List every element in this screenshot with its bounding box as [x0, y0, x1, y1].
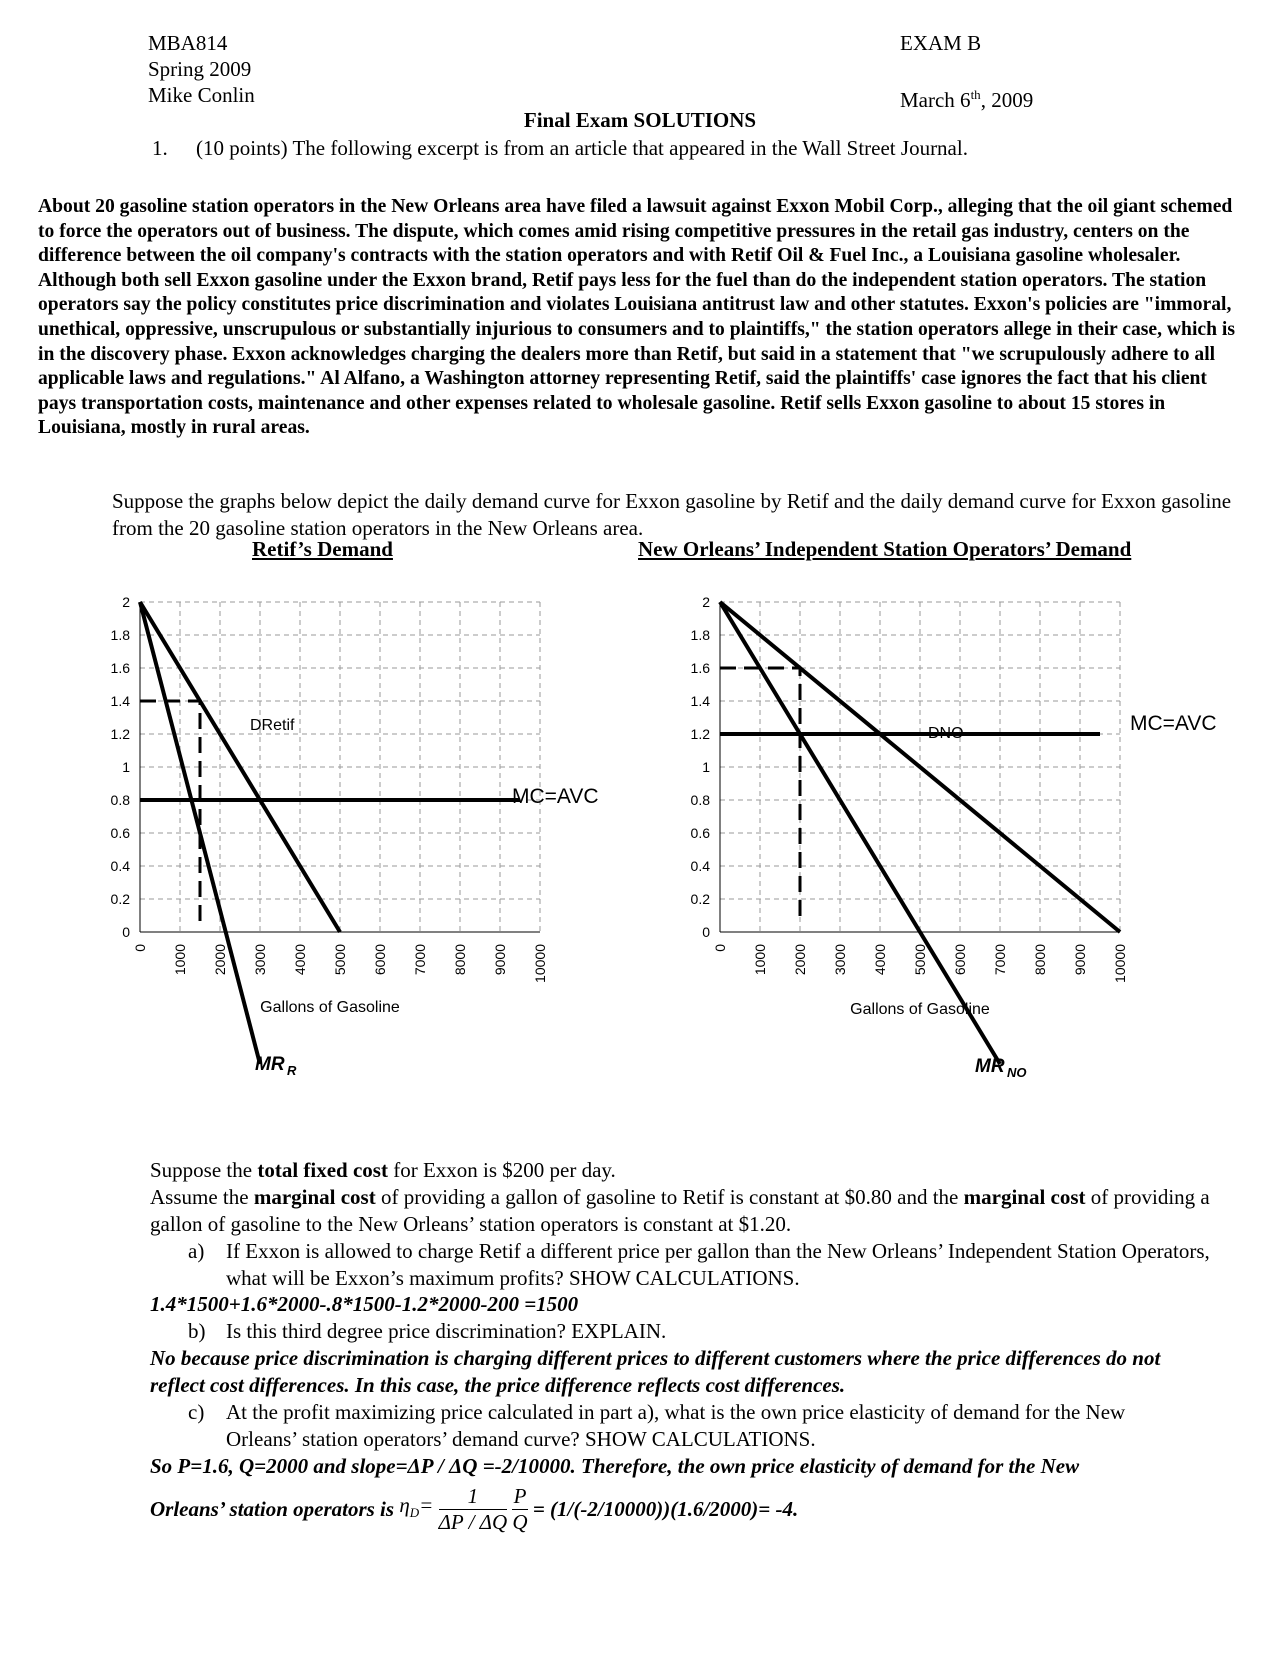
y-tick-label: 2 — [702, 594, 710, 610]
y-tick-label: 1.2 — [690, 726, 710, 742]
y-tick-label: 0.6 — [110, 825, 130, 841]
part-c-text: At the profit maximizing price calculated in part a), what is the own price elasticity of demand for the New Orleans’ station operators’ demand curve? SHOW CALCULATIONS. — [226, 1400, 1126, 1451]
part-a-text: If Exxon is allowed to charge Retif a different price per gallon than the New Orleans’ Independent Station Operators, what will be Exxon’s maximum profits? SHOW CALCULATIONS. — [226, 1239, 1210, 1290]
x-tick-label: 4000 — [292, 944, 308, 976]
x-tick-label: 10000 — [1112, 944, 1128, 983]
x-axis-label: Gallons of Gasoline — [260, 999, 400, 1016]
part-a-answer: 1.4*1500+1.6*2000-.8*1500-1.2*2000-200 =1500 — [150, 1292, 579, 1316]
mr-label: MR — [255, 1054, 285, 1075]
fraction-p-over-q: $\frac{P}{Q}$ — [512, 1484, 528, 1534]
y-tick-label: 0.8 — [110, 792, 130, 808]
mc-avc-label: MC=AVC — [512, 785, 599, 808]
y-tick-label: 1.4 — [690, 693, 710, 709]
chart-title-retif: Retif’s Demand — [252, 537, 393, 561]
mc-avc-label: MC=AVC — [1130, 712, 1217, 735]
no-demand-chart — [691, 594, 1217, 1080]
exam-date: March 6th, 2009 — [900, 87, 1034, 112]
term: Spring 2009 — [148, 57, 252, 81]
retif-demand-chart — [111, 594, 599, 1078]
fixed-cost-statement: Suppose the total fixed cost for Exxon is $200 per day. — [150, 1158, 616, 1182]
x-tick-label: 7000 — [412, 944, 428, 976]
y-tick-label: 0.6 — [690, 825, 710, 841]
y-tick-label: 0.2 — [110, 891, 130, 907]
part-b-text: Is this third degree price discrimination? EXPLAIN. — [226, 1319, 667, 1343]
y-tick-label: 1.8 — [110, 627, 130, 643]
x-tick-label: 3000 — [252, 944, 268, 976]
y-tick-label: 0.4 — [690, 858, 710, 874]
part-b-answer: No because price discrimination is charging different prices to different customers where the price differences do not reflect cost differences. In this case, the price difference reflects cost differences. — [150, 1346, 1161, 1397]
y-tick-label: 0 — [122, 924, 130, 940]
y-tick-label: 1.6 — [690, 660, 710, 676]
y-tick-label: 0.4 — [110, 858, 130, 874]
question-number: 1. — [152, 136, 168, 160]
part-c-label: c) — [188, 1400, 205, 1424]
exam-version: EXAM B — [900, 31, 982, 55]
x-tick-label: 9000 — [1072, 944, 1088, 976]
y-tick-label: 0.8 — [690, 792, 710, 808]
x-tick-label: 6000 — [372, 944, 388, 976]
question-text: (10 points) The following excerpt is from an article that appeared in the Wall Street Journal. — [196, 136, 968, 160]
demand-label: DNO — [928, 725, 964, 742]
x-tick-label: 7000 — [992, 944, 1008, 976]
x-axis-label: Gallons of Gasoline — [850, 1001, 990, 1018]
article-excerpt — [38, 195, 1243, 441]
y-tick-label: 0.2 — [690, 891, 710, 907]
chart-title-no: New Orleans’ Independent Station Operators’ Demand — [638, 537, 1132, 561]
charts-area — [0, 570, 1280, 1140]
part-c-answer-line2: Orleans’ station operators is $\eta_D=$ $\frac{1}{\Delta P / \Delta Q}$ $\frac{P}{Q}$ = (1/(-2/10000))(1.6/2000)= -4. — [150, 1484, 799, 1534]
mr-label-subscript: NO — [1007, 1065, 1027, 1080]
y-tick-label: 1.8 — [690, 627, 710, 643]
x-tick-label: 5000 — [912, 944, 928, 976]
x-tick-label: 8000 — [452, 944, 468, 976]
y-tick-label: 1 — [122, 759, 130, 775]
part-a-label: a) — [188, 1239, 205, 1263]
eta-symbol: $\eta_D=$ — [399, 1493, 434, 1521]
mr-label: MR — [975, 1056, 1005, 1077]
x-tick-label: 4000 — [872, 944, 888, 976]
x-tick-label: 8000 — [1032, 944, 1048, 976]
x-tick-label: 6000 — [952, 944, 968, 976]
marginal-cost-statement: Assume the marginal cost of providing a gallon of gasoline to Retif is constant at $0.80 and the marginal cost of providing a gallon of gasoline to the New Orleans’ station operators is constant at $1.20. — [150, 1185, 1210, 1236]
graphs-intro: Suppose the graphs below depict the daily demand curve for Exxon gasoline by Retif and the daily demand curve for Exxon gasoline from the 20 gasoline station operators in the New Orleans area. — [112, 489, 1232, 540]
part-b-label: b) — [188, 1319, 206, 1343]
mr-label-subscript: R — [287, 1063, 297, 1078]
x-tick-label: 0 — [132, 944, 148, 952]
instructor: Mike Conlin — [148, 83, 255, 107]
x-tick-label: 2000 — [792, 944, 808, 976]
y-tick-label: 1 — [702, 759, 710, 775]
fraction-one-over-slope: $\frac{1}{\Delta P / \Delta Q}$ — [438, 1484, 508, 1534]
x-tick-label: 3000 — [832, 944, 848, 976]
course-code: MBA814 — [148, 31, 228, 55]
x-tick-label: 1000 — [172, 944, 188, 976]
x-tick-label: 2000 — [212, 944, 228, 976]
x-tick-label: 0 — [712, 944, 728, 952]
x-tick-label: 5000 — [332, 944, 348, 976]
x-tick-label: 1000 — [752, 944, 768, 976]
demand-label: DRetif — [250, 717, 295, 734]
y-tick-label: 1.4 — [110, 693, 130, 709]
y-tick-label: 1.2 — [110, 726, 130, 742]
y-tick-label: 2 — [122, 594, 130, 610]
part-c-answer-line1: So P=1.6, Q=2000 and slope=ΔP / ΔQ =-2/10000. Therefore, the own price elasticity of demand for the New — [150, 1454, 1080, 1478]
y-tick-label: 0 — [702, 924, 710, 940]
page-title: Final Exam SOLUTIONS — [523, 108, 757, 132]
y-tick-label: 1.6 — [110, 660, 130, 676]
x-tick-label: 10000 — [532, 944, 548, 983]
x-tick-label: 9000 — [492, 944, 508, 976]
excerpt-text: About 20 gasoline station operators in the New Orleans area have filed a lawsuit against Exxon Mobil Corp., alleging that the oil giant schemed to force the operators out of business. The dispute, which comes amid rising competitive pressures in the retail gas industry, centers on the difference between the oil company's contracts with the station operators and with Retif Oil & Fuel Inc., a Louisiana gasoline wholesaler. Although both sell Exxon gasoline under the Exxon brand, Retif pays less for the fuel than do the independent station operators. The station operators say the policy constitutes price discrimination and violates Louisiana antitrust law and other statutes. Exxon's policies are "immoral, unethical, oppressive, unscrupulous or substantially injurious to consumers and to plaintiffs," the station operators allege in their case, which is in the discovery phase. Exxon acknowledges charging the dealers more than Retif, but said in a statement that "we scrupulously adhere to all applicable laws and regulations." Al Alfano, a Washington attorney representing Retif, said the plaintiffs' case ignores the fact that his client pays transportation costs, maintenance and other expenses related to wholesale gasoline. Retif sells Exxon gasoline to about 15 stores in Louisiana, mostly in rural areas. — [38, 196, 1235, 439]
